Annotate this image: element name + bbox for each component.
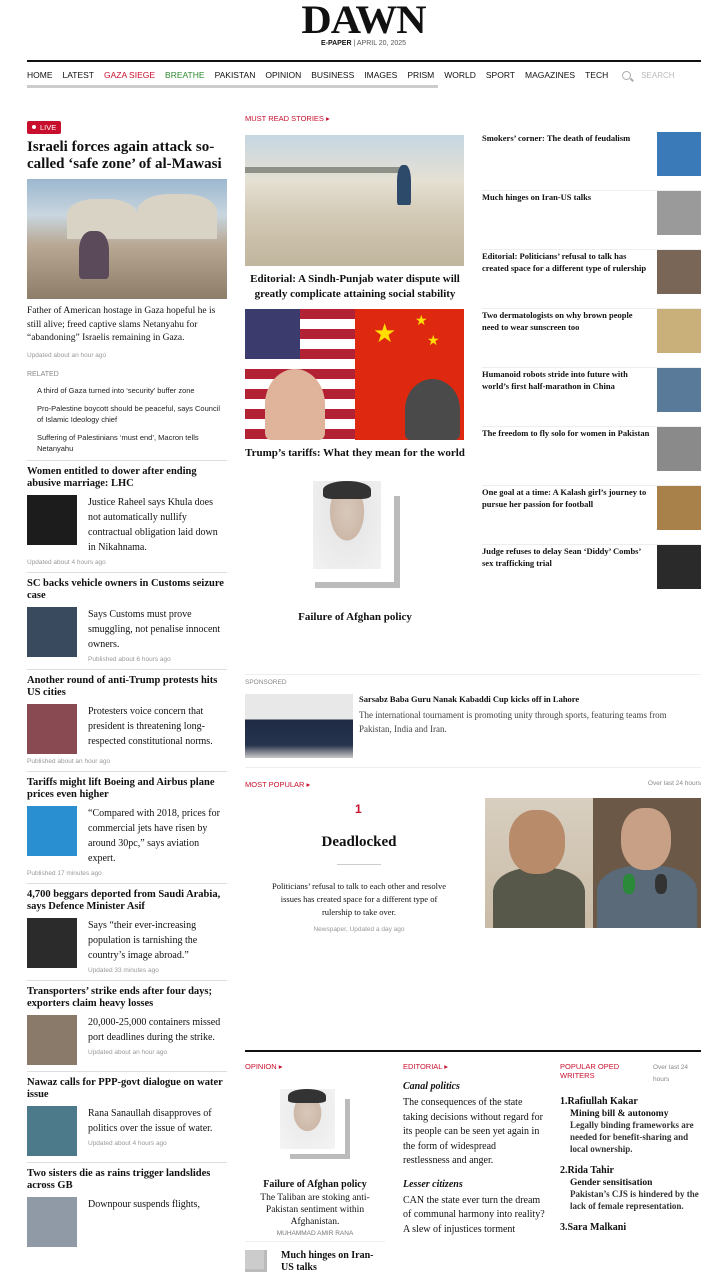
list-item-title[interactable]: Much hinges on Iran-US talks <box>482 192 592 202</box>
story-headline[interactable]: Nawaz calls for PPP-govt dialogue on water issue <box>27 1076 223 1100</box>
dawn-logo[interactable]: DAWN <box>301 0 426 42</box>
nav-home[interactable]: HOME <box>27 70 53 80</box>
popular-window: Over last 24 hours <box>647 780 701 787</box>
story-thumbnail[interactable] <box>27 918 77 968</box>
editorial-headline[interactable]: Lesser citizens <box>403 1178 463 1190</box>
list-item-title[interactable]: Two dermatologists on why brown people need to wear sunscreen too <box>482 310 633 332</box>
nav-images[interactable]: IMAGES <box>364 70 398 80</box>
star-icon: ★ <box>427 334 440 349</box>
list-item-thumbnail[interactable] <box>657 309 701 353</box>
story-thumbnail[interactable] <box>27 1015 77 1065</box>
list-item-thumbnail[interactable] <box>657 545 701 589</box>
live-dot-icon <box>32 125 36 129</box>
lead-summary: Father of American hostage in Gaza hopeful he is still alive; freed captive slams Netanyahu for “abandoning” Israelis remaining in Gaza. <box>27 306 216 343</box>
list-item-title[interactable]: One goal at a time: A Kalash girl’s journey to pursue her passion for football <box>482 487 647 509</box>
section-rule <box>245 1050 701 1052</box>
nav-tech[interactable]: TECH <box>585 70 609 80</box>
search-icon[interactable] <box>622 71 631 80</box>
tariffs-image[interactable] <box>245 309 464 440</box>
opinion-next-headline[interactable]: Much hinges on Iran-US talks <box>281 1250 374 1273</box>
columnist-hair <box>323 481 371 499</box>
opinion-headline[interactable]: Failure of Afghan policy <box>263 1179 367 1190</box>
most-popular-heading[interactable]: MOST POPULAR ▸ <box>245 780 311 789</box>
writer-item[interactable] <box>560 1096 701 1155</box>
story-item <box>27 1071 227 1156</box>
editorial-summary: CAN the state ever turn the dream of communal harmony into reality? A slew of injustices torment <box>403 1194 545 1235</box>
editorial-heading[interactable]: EDITORIAL ▸ <box>403 1062 449 1071</box>
list-item-title[interactable]: Editorial: Politicians’ refusal to talk has created space for a different type of rulership <box>482 251 647 273</box>
popular-writers-window: Over last 24 hours <box>653 1064 689 1083</box>
sponsored-headline[interactable]: Sarsabz Baba Guru Nanak Kabaddi Cup kicks off in Lahore <box>359 694 580 704</box>
popular-timestamp: Newspaper, Updated a day ago <box>313 926 405 933</box>
nav-sport[interactable]: SPORT <box>485 70 516 80</box>
story-summary: Rana Sanaullah disapproves of politics over the issue of water. <box>88 1107 213 1134</box>
live-label: LIVE <box>40 122 57 132</box>
story-thumbnail[interactable] <box>27 704 77 754</box>
list-item[interactable] <box>482 191 701 250</box>
writer-article-title[interactable]: Gender sensitisation <box>570 1178 653 1188</box>
nav-gaza-siege[interactable]: GAZA SIEGE <box>104 70 156 80</box>
writer-article-summary: Pakistan’s CJS is hindered by the lack of female representation. <box>570 1189 699 1211</box>
nav-latest[interactable]: LATEST <box>62 70 94 80</box>
star-icon: ★ <box>373 319 397 348</box>
edition-date: | APRIL 20, 2025 <box>353 40 407 47</box>
opinion-next-item[interactable] <box>245 1250 385 1274</box>
list-item-title[interactable]: Judge refuses to delay Sean ‘Diddy’ Combs’ sex trafficking trial <box>482 546 641 568</box>
list-item[interactable] <box>482 427 701 486</box>
sponsored-label: SPONSORED <box>245 679 287 686</box>
story-timestamp: Updated 33 minutes ago <box>88 966 159 974</box>
story-headline[interactable]: Another round of anti-Trump protests hits US cities <box>27 674 218 698</box>
epaper-link[interactable]: E-PAPER <box>320 40 352 47</box>
story-summary: 20,000-25,000 containers missed port deadlines during the strike. <box>88 1016 221 1043</box>
list-item-thumbnail[interactable] <box>657 250 701 294</box>
opinion-portrait[interactable] <box>280 1089 350 1159</box>
columnist-hair <box>288 1089 326 1103</box>
writer-article-title[interactable]: Mining bill & autonomy <box>570 1109 669 1119</box>
microphone-icon <box>623 874 635 894</box>
list-item[interactable] <box>482 486 701 545</box>
story-item <box>27 669 227 765</box>
writer-article-summary: Legally binding frameworks are needed for benefit-sharing and local ownership. <box>570 1120 694 1154</box>
list-item[interactable] <box>482 545 701 604</box>
lead-headline[interactable]: Israeli forces again attack so-called ‘safe zone’ of al-Mawasi <box>27 139 222 172</box>
story-timestamp: Updated about 4 hours ago <box>27 558 106 566</box>
right-list <box>482 132 701 604</box>
writer-name[interactable]: 2.Rida Tahir <box>560 1165 614 1176</box>
list-item-title[interactable]: Humanoid robots stride into future with world’s first half-marathon in China <box>482 369 628 391</box>
barrage-shape <box>245 167 405 173</box>
must-read-heading[interactable]: MUST READ STORIES ▸ <box>245 114 330 123</box>
star-icon: ★ <box>415 314 428 329</box>
opinion-author[interactable]: MUHAMMAD AMIR RANA <box>245 1230 385 1242</box>
related-link[interactable]: Pro-Palestine boycott should be peaceful, says Council of Islamic Ideology chief <box>37 403 221 424</box>
writer-item[interactable] <box>560 1222 701 1233</box>
sponsored-image[interactable] <box>245 694 353 758</box>
nav-opinion[interactable]: OPINION <box>265 70 302 80</box>
story-timestamp: Updated about an hour ago <box>88 1048 168 1056</box>
us-flag-canton <box>245 309 300 359</box>
person-body <box>493 868 585 928</box>
search-input[interactable]: SEARCH <box>641 70 675 80</box>
related-link[interactable]: Suffering of Palestinians ‘must end’, Macron tells Netanyahu <box>37 432 199 453</box>
story-summary: “Compared with 2018, prices for commercial jets have risen by around 30pc,” says aviation expert. <box>88 807 220 864</box>
story-item <box>27 771 227 877</box>
lead-image[interactable] <box>27 179 227 299</box>
story-item <box>27 460 227 566</box>
opinion-summary: The Taliban are stoking anti-Pakistan sentiment within Afghanistan. <box>260 1193 370 1227</box>
list-item-title[interactable]: The freedom to fly solo for women in Pakistan <box>482 428 650 438</box>
live-badge <box>27 121 61 134</box>
microphone-icon <box>655 874 667 894</box>
nav-breathe[interactable]: BREATHE <box>165 70 205 80</box>
popular-image[interactable] <box>485 798 701 928</box>
story-headline[interactable]: Two sisters die as rains trigger landslides across GB <box>27 1167 211 1191</box>
story-summary: Downpour suspends flights, <box>88 1198 200 1210</box>
sponsored-summary: The international tournament is promoting unity through sports, featuring teams from Pakistan, India and Iran. <box>359 710 667 734</box>
writer-name[interactable]: 3.Sara Malkani <box>560 1222 627 1233</box>
list-item[interactable] <box>482 250 701 309</box>
story-headline[interactable]: 4,700 beggars deported from Saudi Arabia, says Defence Minister Asif <box>27 888 221 912</box>
list-item-thumbnail[interactable] <box>657 368 701 412</box>
opinion-next-thumbnail[interactable] <box>245 1250 267 1272</box>
list-item-thumbnail[interactable] <box>657 427 701 471</box>
popular-writers-heading[interactable]: POPULAR OPED WRITERS <box>560 1062 620 1080</box>
story-item <box>27 572 227 663</box>
list-item-thumbnail[interactable] <box>657 486 701 530</box>
must-read-column <box>245 114 465 623</box>
story-thumbnail[interactable] <box>27 607 77 657</box>
person-head <box>509 810 565 874</box>
popular-writers-column <box>560 1062 701 1233</box>
writer-name[interactable]: 1.Rafiullah Kakar <box>560 1096 638 1107</box>
nav-business[interactable]: BUSINESS <box>311 70 355 80</box>
editorial-column <box>403 1062 545 1237</box>
search-box[interactable] <box>622 71 674 80</box>
story-item <box>27 1162 227 1247</box>
tent-shape <box>137 194 217 239</box>
lead-timestamp: Updated about an hour ago <box>27 351 107 359</box>
columnist-headline[interactable]: Failure of Afghan policy <box>298 610 412 623</box>
person-head <box>621 808 671 870</box>
story-item <box>27 980 227 1065</box>
list-item[interactable] <box>482 132 701 191</box>
left-column <box>27 116 227 1247</box>
opinion-heading[interactable]: OPINION ▸ <box>245 1062 283 1071</box>
nav-pakistan[interactable]: PAKISTAN <box>214 70 256 80</box>
story-thumbnail[interactable] <box>27 1106 77 1156</box>
story-thumbnail[interactable] <box>27 495 77 545</box>
story-summary: Says “their ever-increasing population is tarnishing the country’s image abroad.” <box>88 919 198 961</box>
must-read-headline[interactable]: Editorial: A Sindh-Punjab water dispute will greatly complicate attaining social stability <box>250 273 460 300</box>
nav-scroll-indicator <box>27 85 438 88</box>
main-nav <box>27 60 701 88</box>
related-heading: RELATED <box>27 370 59 378</box>
story-thumbnail[interactable] <box>27 806 77 856</box>
list-item-thumbnail[interactable] <box>657 132 701 176</box>
nav-world[interactable]: WORLD <box>444 70 476 80</box>
editorial-summary: The consequences of the state taking decisions without regard for its people can be seen yet again in the form of widespread restlessness and anger. <box>403 1097 543 1166</box>
list-item-title[interactable]: Smokers’ corner: The death of feudalism <box>482 133 631 143</box>
popular-headline[interactable]: Deadlocked <box>321 834 397 850</box>
story-headline[interactable]: Transporters’ strike ends after four days; exporters claim heavy losses <box>27 985 212 1009</box>
story-timestamp: Published 17 minutes ago <box>27 869 102 877</box>
story-item <box>27 883 227 974</box>
story-summary: Justice Raheel says Khula does not automatically nullify contractual obligation laid down in Nikahnama. <box>88 496 218 553</box>
story-headline[interactable]: SC backs vehicle owners in Customs seizure case <box>27 577 224 601</box>
must-read-headline[interactable]: Trump’s tariffs: What they mean for the world <box>245 447 465 459</box>
popular-summary: Politicians’ refusal to talk to each other and resolve issues has created space for a different type of rulership to take over. <box>271 881 447 917</box>
water-dispute-image[interactable] <box>245 135 464 266</box>
story-summary: Protesters voice concern that president is threatening long-respected constitutional norms. <box>88 705 213 747</box>
story-headline[interactable]: Tariffs might lift Boeing and Airbus plane prices even higher <box>27 776 215 800</box>
story-thumbnail[interactable] <box>27 1197 77 1247</box>
list-item-thumbnail[interactable] <box>657 191 701 235</box>
related-link[interactable]: A third of Gaza turned into ‘security’ buffer zone <box>37 385 195 395</box>
story-headline[interactable]: Women entitled to dower after ending abusive marriage: LHC <box>27 465 197 489</box>
story-timestamp: Updated about 4 hours ago <box>88 1139 167 1147</box>
divider <box>337 864 381 865</box>
masthead <box>0 0 727 60</box>
story-timestamp: Published about an hour ago <box>27 757 111 765</box>
editorial-headline[interactable]: Canal politics <box>403 1081 460 1092</box>
portrait-shape <box>405 379 460 440</box>
nav-magazines[interactable]: MAGAZINES <box>525 70 576 80</box>
writer-item[interactable] <box>560 1165 701 1212</box>
opinion-column <box>245 1062 385 1274</box>
story-timestamp: Published about 6 hours ago <box>88 655 171 663</box>
nav-prism[interactable]: PRISM <box>407 70 435 80</box>
story-summary: Says Customs must prove smuggling, not penalise innocent owners. <box>88 608 221 650</box>
popular-rank: 1 <box>355 802 362 816</box>
list-item[interactable] <box>482 309 701 368</box>
list-item[interactable] <box>482 368 701 427</box>
person-figure <box>397 165 411 205</box>
seated-figure <box>79 231 109 279</box>
most-popular-section <box>245 767 701 933</box>
portrait-shape <box>265 369 325 440</box>
columnist-portrait[interactable] <box>245 481 464 601</box>
sponsored-section <box>245 674 701 758</box>
person-body <box>597 866 697 928</box>
